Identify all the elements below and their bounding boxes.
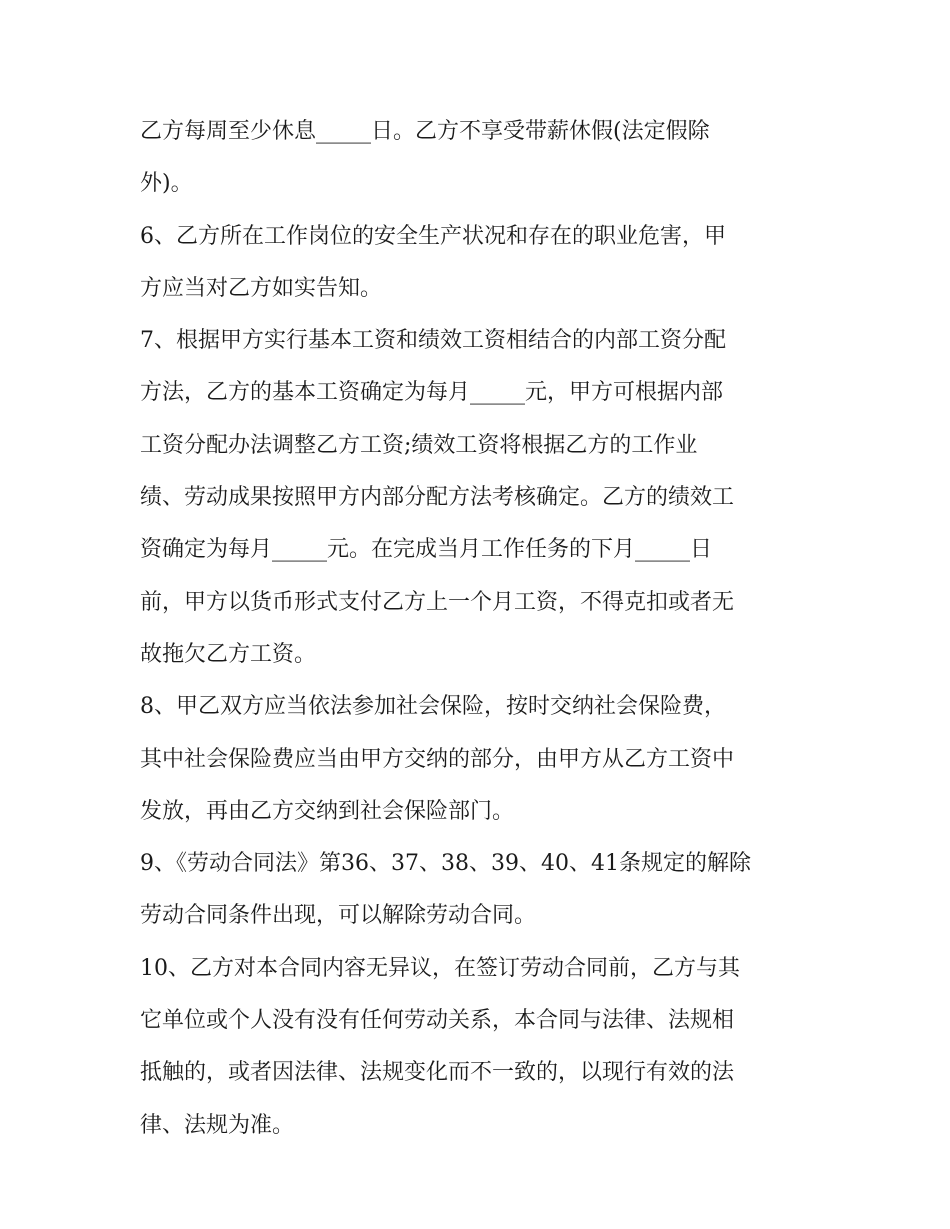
text-line: 工资分配办法调整乙方工资;绩效工资将根据乙方的工作业 — [140, 432, 698, 458]
clause-9-line: 9、《劳动合同法》第36、37、38、39、40、41条规定的解除 — [140, 851, 751, 877]
text-line: 律、法规为准。 — [140, 1112, 295, 1138]
text-line: 抵触的，或者因法律、法规变化而不一致的，以现行有效的法 — [140, 1060, 735, 1086]
text-line: 其中社会保险费应当由甲方交纳的部分，由甲方从乙方工资中 — [140, 746, 735, 772]
text-line: 故拖欠乙方工资。 — [140, 641, 317, 667]
text-line: 方法，乙方的基本工资确定为每月_____元，甲方可根据内部 — [140, 380, 724, 406]
text-line: 乙方每周至少休息_____日。乙方不享受带薪休假(法定假除 — [140, 119, 710, 144]
text-line: 前，甲方以货币形式支付乙方上一个月工资，不得克扣或者无 — [140, 589, 735, 615]
text-line: 绩、劳动成果按照甲方内部分配方法考核确定。乙方的绩效工 — [140, 485, 735, 511]
text-line: 它单位或个人没有没有任何劳动关系，本合同与法律、法规相 — [140, 1008, 735, 1034]
text-line: 外)。 — [140, 171, 193, 197]
text-line: 发放，再由乙方交纳到社会保险部门。 — [140, 798, 515, 824]
clause-8-line: 8、甲乙双方应当依法参加社会保险，按时交纳社会保险费， — [140, 694, 726, 720]
text-line: 资确定为每月_____元。在完成当月工作任务的下月_____日 — [140, 537, 713, 563]
text-line: 方应当对乙方如实告知。 — [140, 275, 383, 301]
contract-body — [140, 106, 820, 1152]
clause-6-line: 6、乙方所在工作岗位的安全生产状况和存在的职业危害，甲 — [140, 223, 726, 249]
clause-7-line: 7、根据甲方实行基本工资和绩效工资相结合的内部工资分配 — [140, 328, 726, 354]
clause-10-line: 10、乙方对本合同内容无异议，在签订劳动合同前，乙方与其 — [140, 955, 740, 981]
text-line: 劳动合同条件出现，可以解除劳动合同。 — [140, 903, 537, 929]
